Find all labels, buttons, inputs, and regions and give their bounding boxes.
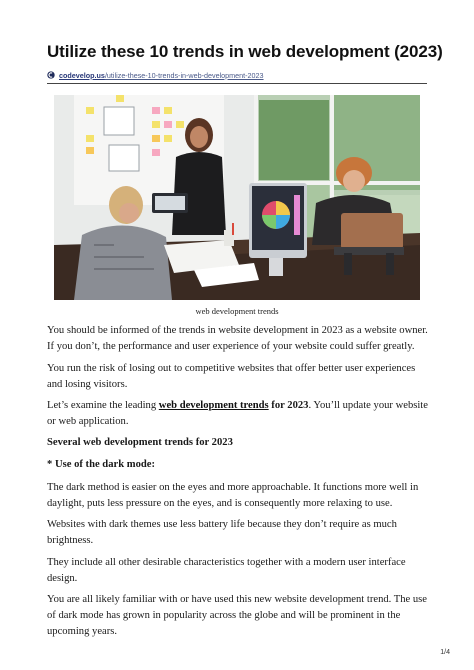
paragraph-2: You run the risk of losing out to competitive websites that offer better user experiences and losing visitors. xyxy=(47,363,416,390)
paragraph-6: They include all other desirable characteristics together with a modern user interface design. xyxy=(47,557,406,584)
paragraph-3-bold: for 2023 xyxy=(268,400,309,411)
title-divider xyxy=(47,83,427,84)
page-number: 1/4 xyxy=(440,649,450,656)
site-logo-icon xyxy=(47,71,55,79)
paragraph-1: You should be informed of the trends in website development in 2023 as a website owner. If you don’t, the performance and user experience of your website could suffer greatly. xyxy=(47,325,428,352)
paragraph-3 xyxy=(47,398,432,430)
paragraph-3-start: Let’s examine the leading xyxy=(47,400,159,411)
trends-link[interactable]: web development trends xyxy=(158,400,269,411)
page-title: Utilize these 10 trends in web development (2023) xyxy=(47,42,443,61)
paragraph-4: The dark method is easier on the eyes and more approachable. It functions more well in daylight, puts less pressure on the eyes, and is consequently more relaxing to use. xyxy=(47,482,419,509)
subsection-heading: * Use of the dark mode: xyxy=(47,459,155,470)
source-link-row[interactable] xyxy=(47,69,427,81)
paragraph-3-end: . You’ll update your website or web application. xyxy=(47,400,428,427)
section-heading: Several web development trends for 2023 xyxy=(47,437,233,448)
paragraph-7: You are all likely familiar with or have used this new website development trend. The use of dark mode has grown in popularity across the globe and will be prominent in the upcoming years. xyxy=(47,594,428,637)
photo-caption: web development trends xyxy=(195,306,279,316)
source-path[interactable]: /utilize-these-10-trends-in-web-development-2023 xyxy=(104,70,264,80)
source-domain[interactable]: codevelop.us xyxy=(59,70,105,80)
article-photo xyxy=(54,95,420,300)
paragraph-5: Websites with dark themes use less battery life because they don’t require as much brightness. xyxy=(47,519,397,546)
